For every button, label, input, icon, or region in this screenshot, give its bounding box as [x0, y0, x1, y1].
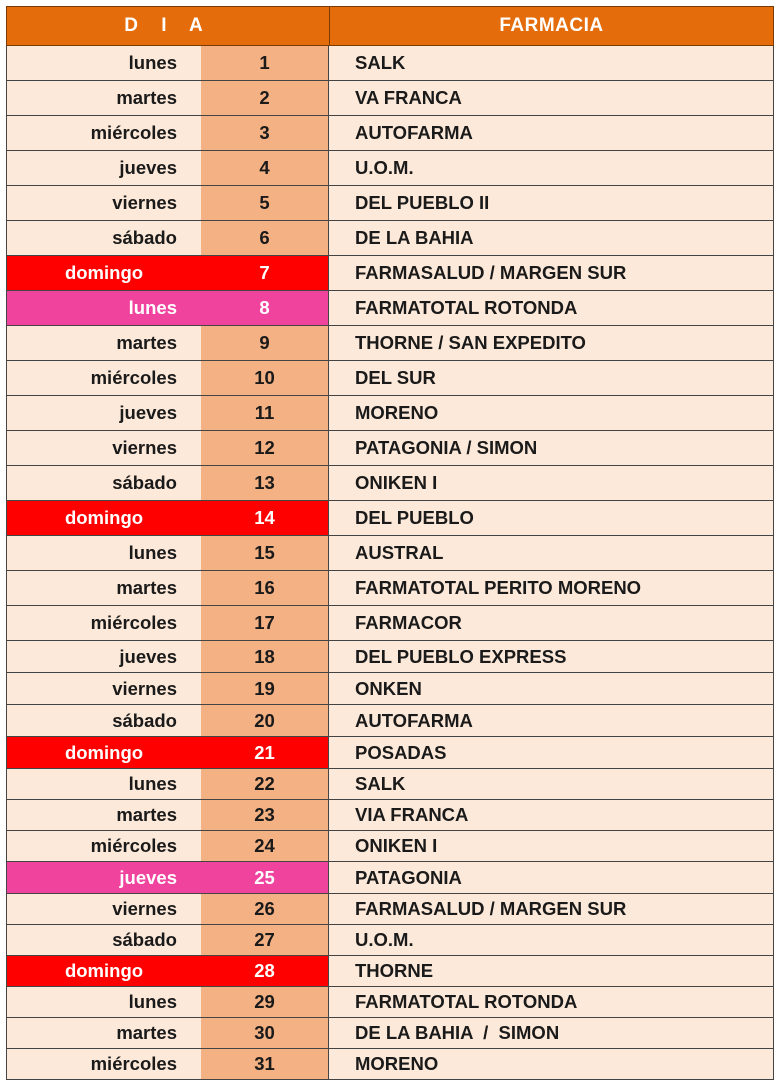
pharmacy-schedule-table	[6, 6, 774, 1080]
day-cell: viernes	[6, 186, 201, 220]
date-cell: 9	[201, 326, 329, 360]
date-cell: 4	[201, 151, 329, 185]
pharmacy-cell: DE LA BAHIA	[329, 221, 774, 255]
table-row	[6, 831, 774, 862]
day-cell: martes	[6, 571, 201, 605]
pharmacy-cell: MORENO	[329, 396, 774, 430]
date-cell: 8	[201, 291, 329, 325]
day-cell: lunes	[6, 536, 201, 570]
pharmacy-cell: AUTOFARMA	[329, 705, 774, 736]
pharmacy-cell: POSADAS	[329, 737, 774, 768]
table-row	[6, 641, 774, 673]
table-row	[6, 361, 774, 396]
pharmacy-cell: DEL PUEBLO II	[329, 186, 774, 220]
pharmacy-cell: DE LA BAHIA / SIMON	[329, 1018, 774, 1048]
pharmacy-cell: THORNE / SAN EXPEDITO	[329, 326, 774, 360]
table-row	[6, 151, 774, 186]
day-cell: jueves	[6, 396, 201, 430]
day-cell: miércoles	[6, 1049, 201, 1079]
date-cell: 23	[201, 800, 329, 830]
pharmacy-cell: PATAGONIA	[329, 862, 774, 893]
day-cell: jueves	[6, 641, 201, 672]
table-row	[6, 1018, 774, 1049]
pharmacy-cell: AUTOFARMA	[329, 116, 774, 150]
date-cell: 17	[201, 606, 329, 640]
day-cell: viernes	[6, 673, 201, 704]
date-cell: 18	[201, 641, 329, 672]
table-row	[6, 431, 774, 466]
day-cell: martes	[6, 326, 201, 360]
header-farmacia: FARMACIA	[499, 15, 604, 36]
date-cell: 10	[201, 361, 329, 395]
day-cell: lunes	[6, 987, 201, 1017]
day-cell: sábado	[6, 221, 201, 255]
date-cell: 29	[201, 987, 329, 1017]
date-cell: 11	[201, 396, 329, 430]
table-row	[6, 862, 774, 894]
date-cell: 2	[201, 81, 329, 115]
date-cell: 6	[201, 221, 329, 255]
date-cell: 16	[201, 571, 329, 605]
date-cell: 5	[201, 186, 329, 220]
day-cell: lunes	[6, 769, 201, 799]
table-row	[6, 673, 774, 705]
pharmacy-cell: ONIKEN I	[329, 831, 774, 861]
date-cell: 20	[201, 705, 329, 736]
date-cell: 14	[201, 501, 329, 535]
table-row	[6, 536, 774, 571]
pharmacy-cell: U.O.M.	[329, 925, 774, 955]
table-row	[6, 894, 774, 925]
pharmacy-cell: FARMASALUD / MARGEN SUR	[329, 894, 774, 924]
table-row	[6, 737, 774, 769]
table-row	[6, 396, 774, 431]
table-row	[6, 326, 774, 361]
table-row	[6, 466, 774, 501]
day-cell: jueves	[6, 862, 201, 893]
day-cell: miércoles	[6, 361, 201, 395]
table-row	[6, 925, 774, 956]
table-row	[6, 987, 774, 1018]
pharmacy-cell: THORNE	[329, 956, 774, 986]
date-cell: 31	[201, 1049, 329, 1079]
pharmacy-cell: PATAGONIA / SIMON	[329, 431, 774, 465]
day-cell: domingo	[6, 501, 201, 535]
day-cell: lunes	[6, 291, 201, 325]
date-cell: 19	[201, 673, 329, 704]
table-row	[6, 116, 774, 151]
table-row	[6, 956, 774, 987]
date-cell: 27	[201, 925, 329, 955]
date-cell: 26	[201, 894, 329, 924]
table-row	[6, 46, 774, 81]
table-row	[6, 800, 774, 831]
date-cell: 25	[201, 862, 329, 893]
date-cell: 22	[201, 769, 329, 799]
day-cell: domingo	[6, 737, 201, 768]
date-cell: 7	[201, 256, 329, 290]
table-row	[6, 1049, 774, 1080]
pharmacy-cell: FARMATOTAL PERITO MORENO	[329, 571, 774, 605]
date-cell: 15	[201, 536, 329, 570]
date-cell: 21	[201, 737, 329, 768]
table-row	[6, 81, 774, 116]
day-cell: miércoles	[6, 831, 201, 861]
date-cell: 1	[201, 46, 329, 80]
pharmacy-cell: DEL SUR	[329, 361, 774, 395]
day-cell: sábado	[6, 925, 201, 955]
date-cell: 28	[201, 956, 329, 986]
table-row	[6, 571, 774, 606]
pharmacy-cell: ONIKEN I	[329, 466, 774, 500]
day-cell: domingo	[6, 956, 201, 986]
date-cell: 12	[201, 431, 329, 465]
table-header	[6, 6, 774, 46]
day-cell: miércoles	[6, 116, 201, 150]
date-cell: 24	[201, 831, 329, 861]
pharmacy-cell: FARMATOTAL ROTONDA	[329, 987, 774, 1017]
day-cell: sábado	[6, 705, 201, 736]
pharmacy-cell: U.O.M.	[329, 151, 774, 185]
day-cell: jueves	[6, 151, 201, 185]
date-cell: 3	[201, 116, 329, 150]
table-row	[6, 769, 774, 800]
day-cell: martes	[6, 1018, 201, 1048]
header-dia: D I A	[7, 7, 330, 45]
table-row	[6, 256, 774, 291]
pharmacy-cell: DEL PUEBLO	[329, 501, 774, 535]
day-cell: miércoles	[6, 606, 201, 640]
table-row	[6, 606, 774, 641]
pharmacy-cell: ONKEN	[329, 673, 774, 704]
pharmacy-cell: FARMASALUD / MARGEN SUR	[329, 256, 774, 290]
table-row	[6, 501, 774, 536]
day-cell: viernes	[6, 894, 201, 924]
date-cell: 30	[201, 1018, 329, 1048]
pharmacy-cell: FARMATOTAL ROTONDA	[329, 291, 774, 325]
day-cell: domingo	[6, 256, 201, 290]
table-row	[6, 705, 774, 737]
pharmacy-cell: DEL PUEBLO EXPRESS	[329, 641, 774, 672]
pharmacy-cell: SALK	[329, 46, 774, 80]
pharmacy-cell: SALK	[329, 769, 774, 799]
table-body	[6, 46, 774, 1080]
table-row	[6, 186, 774, 221]
date-cell: 13	[201, 466, 329, 500]
pharmacy-cell: AUSTRAL	[329, 536, 774, 570]
table-row	[6, 291, 774, 326]
pharmacy-cell: VA FRANCA	[329, 81, 774, 115]
table-row	[6, 221, 774, 256]
day-cell: martes	[6, 800, 201, 830]
day-cell: sábado	[6, 466, 201, 500]
pharmacy-cell: FARMACOR	[329, 606, 774, 640]
pharmacy-cell: VIA FRANCA	[329, 800, 774, 830]
pharmacy-cell: MORENO	[329, 1049, 774, 1079]
day-cell: viernes	[6, 431, 201, 465]
day-cell: lunes	[6, 46, 201, 80]
day-cell: martes	[6, 81, 201, 115]
